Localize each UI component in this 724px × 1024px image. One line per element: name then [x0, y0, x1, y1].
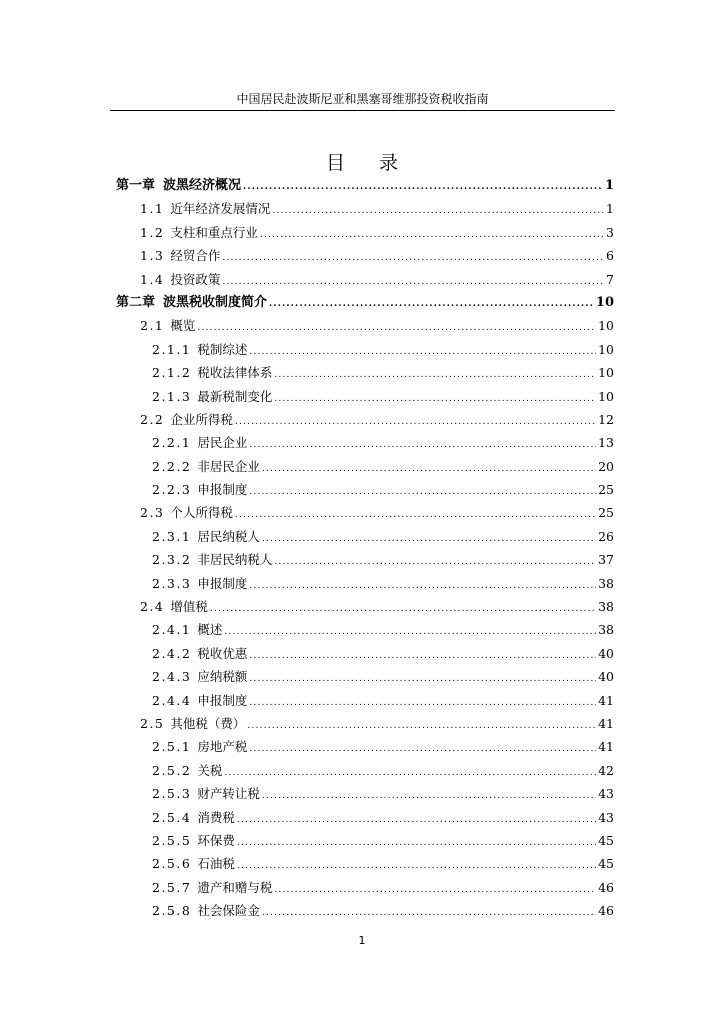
- toc-entry-title: 企业所得税: [170, 411, 233, 427]
- toc-dot-leader: [274, 551, 596, 574]
- toc-dot-leader: [262, 528, 596, 551]
- toc-entry[interactable]: [116, 899, 614, 922]
- toc-dot-leader: [210, 598, 596, 621]
- toc-entry-title: 房地产税: [197, 739, 248, 755]
- toc-entry-number: 2.5.5: [152, 832, 192, 848]
- toc-entry-page: 12: [598, 411, 614, 427]
- toc-entry-page: 10: [598, 318, 614, 334]
- toc-entry-title: 应纳税额: [197, 669, 248, 685]
- toc-entry-title: 概览: [170, 318, 196, 334]
- toc-entry[interactable]: [116, 361, 614, 384]
- toc-dot-leader: [269, 293, 594, 316]
- toc-entry[interactable]: [116, 291, 614, 314]
- toc-entry[interactable]: [116, 689, 614, 712]
- toc-entry[interactable]: [116, 501, 614, 524]
- toc-dot-leader: [274, 364, 596, 387]
- toc-entry-title: 石油税: [197, 856, 235, 872]
- toc-entry-page: 7: [606, 271, 614, 287]
- toc-entry-title: 其他税（费）: [170, 715, 246, 731]
- toc-dot-leader: [249, 645, 596, 668]
- toc-entry-title: 波黑经济概况: [163, 178, 242, 193]
- toc-dot-leader: [274, 879, 596, 902]
- toc-entry-page: 41: [598, 692, 614, 708]
- toc-entry-title: 环保费: [197, 832, 235, 848]
- toc-entry-number: 2.4.1: [152, 622, 192, 638]
- toc-entry-page: 26: [598, 528, 614, 544]
- toc-dot-leader: [249, 341, 596, 364]
- toc-entry-page: 10: [598, 388, 614, 404]
- toc-entry-number: 2.2.1: [152, 435, 192, 451]
- toc-entry-title: 非居民纳税人: [197, 552, 273, 568]
- toc-entry[interactable]: [116, 642, 614, 665]
- toc-entry-page: 38: [598, 575, 614, 591]
- toc-entry-title: 近年经济发展情况: [170, 201, 271, 217]
- toc-dot-leader: [222, 247, 604, 270]
- toc-dot-leader: [262, 458, 596, 481]
- toc-entry-number: 2.1.2: [152, 365, 192, 381]
- toc-dot-leader: [197, 317, 596, 340]
- toc-entry-number: 1.3: [140, 248, 165, 264]
- toc-entry-number: 1.4: [140, 271, 165, 287]
- toc-entry-number: 第一章: [116, 178, 156, 193]
- toc-entry[interactable]: [116, 197, 614, 220]
- toc-entry-title: 申报制度: [197, 482, 248, 498]
- toc-entry-page: 45: [598, 856, 614, 872]
- toc-entry-page: 41: [598, 715, 614, 731]
- toc-entry[interactable]: [116, 478, 614, 501]
- toc-entry[interactable]: [116, 431, 614, 454]
- toc-dot-leader: [237, 832, 596, 855]
- toc-entry-page: 20: [598, 458, 614, 474]
- toc-entry-number: 2.4: [140, 599, 165, 615]
- toc-entry-page: 25: [598, 505, 614, 521]
- running-header: 中国居民赴波斯尼亚和黑塞哥维那投资税收指南: [236, 92, 489, 106]
- toc-entry[interactable]: [116, 314, 614, 337]
- toc-dot-leader: [260, 224, 604, 247]
- toc-entry-number: 1.2: [140, 224, 165, 240]
- toc-entry-title: 概述: [197, 622, 223, 638]
- toc-dot-leader: [249, 738, 596, 761]
- toc-dot-leader: [249, 575, 596, 598]
- toc-title: 目 录: [325, 152, 413, 174]
- toc-entry-title: 居民纳税人: [197, 528, 260, 544]
- toc-entry[interactable]: [116, 759, 614, 782]
- toc-dot-leader: [224, 762, 596, 785]
- toc-entry-page: 45: [598, 832, 614, 848]
- toc-entry-number: 2.3: [140, 505, 165, 521]
- toc-entry[interactable]: [116, 782, 614, 805]
- toc-dot-leader: [235, 411, 596, 434]
- toc-entry[interactable]: [116, 338, 614, 361]
- toc-entry-page: 46: [598, 879, 614, 895]
- toc-dot-leader: [224, 621, 596, 644]
- toc-entry-title: 波黑税收制度简介: [163, 294, 268, 310]
- toc-dot-leader: [249, 692, 596, 715]
- toc-entry-title: 申报制度: [197, 575, 248, 591]
- header-rule: [110, 110, 615, 111]
- toc-dot-leader: [235, 504, 596, 527]
- toc-entry-number: 1.1: [140, 201, 165, 217]
- toc-entry[interactable]: [116, 268, 614, 291]
- toc-entry-number: 2.3.2: [152, 552, 192, 568]
- toc-entry[interactable]: [116, 618, 614, 641]
- toc-entry-number: 2.5.8: [152, 903, 192, 919]
- toc-entry-page: 40: [598, 645, 614, 661]
- toc-entry[interactable]: [116, 525, 614, 548]
- toc-entry-number: 2.1: [140, 318, 165, 334]
- toc-entry-title: 支柱和重点行业: [170, 224, 258, 240]
- toc-entry[interactable]: [116, 385, 614, 408]
- toc-entry-number: 2.5.4: [152, 809, 192, 825]
- toc-entry-title: 经贸合作: [170, 248, 221, 264]
- table-of-contents: [116, 174, 614, 923]
- toc-entry-page: 37: [598, 552, 614, 568]
- toc-entry-title: 财产转让税: [197, 786, 260, 802]
- toc-entry[interactable]: [116, 665, 614, 688]
- toc-entry-number: 2.5.1: [152, 739, 192, 755]
- toc-entry-page: 25: [598, 482, 614, 498]
- toc-entry-title: 非居民企业: [197, 458, 260, 474]
- toc-entry-page: 43: [598, 809, 614, 825]
- toc-entry-number: 2.4.4: [152, 692, 192, 708]
- toc-entry[interactable]: [116, 712, 614, 735]
- toc-dot-leader: [249, 668, 596, 691]
- toc-entry-number: 2.5.7: [152, 879, 192, 895]
- toc-entry-number: 2.2: [140, 411, 165, 427]
- toc-entry-title: 申报制度: [197, 692, 248, 708]
- toc-entry[interactable]: [116, 174, 614, 197]
- page-number: 1: [358, 934, 366, 947]
- toc-entry-number: 2.3.3: [152, 575, 192, 591]
- toc-entry-number: 2.1.1: [152, 341, 192, 357]
- toc-entry-page: 43: [598, 786, 614, 802]
- toc-dot-leader: [274, 388, 596, 411]
- toc-entry[interactable]: [116, 829, 614, 852]
- toc-dot-leader: [262, 902, 596, 925]
- toc-entry-page: 1: [606, 201, 614, 217]
- toc-entry-title: 最新税制变化: [197, 388, 273, 404]
- toc-entry-number: 2.3.1: [152, 528, 192, 544]
- toc-entry-page: 1: [604, 178, 614, 193]
- toc-dot-leader: [249, 481, 596, 504]
- toc-entry-title: 增值税: [170, 599, 208, 615]
- toc-dot-leader: [272, 200, 604, 223]
- toc-entry-title: 税制综述: [197, 341, 248, 357]
- toc-entry-page: 6: [606, 248, 614, 264]
- toc-entry-title: 关税: [197, 762, 223, 778]
- toc-entry-title: 税收优惠: [197, 645, 248, 661]
- toc-entry[interactable]: [116, 852, 614, 875]
- toc-entry-title: 税收法律体系: [197, 365, 273, 381]
- toc-entry-page: 40: [598, 669, 614, 685]
- toc-entry-page: 10: [595, 294, 614, 310]
- toc-entry-number: 第二章: [116, 294, 156, 310]
- toc-entry-page: 13: [598, 435, 614, 451]
- toc-entry[interactable]: [116, 455, 614, 478]
- toc-dot-leader: [243, 176, 603, 199]
- toc-dot-leader: [262, 785, 596, 808]
- toc-entry[interactable]: [116, 244, 614, 267]
- toc-dot-leader: [249, 434, 596, 457]
- toc-entry-number: 2.5.2: [152, 762, 192, 778]
- toc-entry[interactable]: [116, 876, 614, 899]
- toc-entry-title: 消费税: [197, 809, 235, 825]
- toc-entry-number: 2.1.3: [152, 388, 192, 404]
- toc-dot-leader: [247, 715, 596, 738]
- toc-entry-title: 遗产和赠与税: [197, 879, 273, 895]
- toc-entry-page: 41: [598, 739, 614, 755]
- toc-entry-page: 10: [598, 341, 614, 357]
- toc-entry[interactable]: [116, 221, 614, 244]
- toc-entry[interactable]: [116, 572, 614, 595]
- toc-dot-leader: [237, 809, 596, 832]
- toc-entry-page: 38: [598, 622, 614, 638]
- toc-dot-leader: [222, 271, 604, 294]
- toc-entry[interactable]: [116, 408, 614, 431]
- toc-entry-title: 投资政策: [170, 271, 221, 287]
- toc-entry-title: 个人所得税: [170, 505, 233, 521]
- toc-entry-title: 社会保险金: [197, 903, 260, 919]
- toc-entry[interactable]: [116, 735, 614, 758]
- toc-entry-number: 2.2.3: [152, 482, 192, 498]
- toc-entry-title: 居民企业: [197, 435, 248, 451]
- toc-entry-page: 46: [598, 903, 614, 919]
- toc-entry-number: 2.2.2: [152, 458, 192, 474]
- toc-entry[interactable]: [116, 595, 614, 618]
- toc-entry-number: 2.5.6: [152, 856, 192, 872]
- toc-entry-number: 2.4.2: [152, 645, 192, 661]
- toc-dot-leader: [237, 855, 596, 878]
- toc-entry[interactable]: [116, 806, 614, 829]
- toc-entry-page: 38: [598, 599, 614, 615]
- toc-entry-page: 3: [606, 224, 614, 240]
- toc-entry-number: 2.5.3: [152, 786, 192, 802]
- toc-entry-number: 2.5: [140, 715, 165, 731]
- toc-entry-page: 10: [598, 365, 614, 381]
- toc-entry-number: 2.4.3: [152, 669, 192, 685]
- toc-entry-page: 42: [598, 762, 614, 778]
- toc-entry[interactable]: [116, 548, 614, 571]
